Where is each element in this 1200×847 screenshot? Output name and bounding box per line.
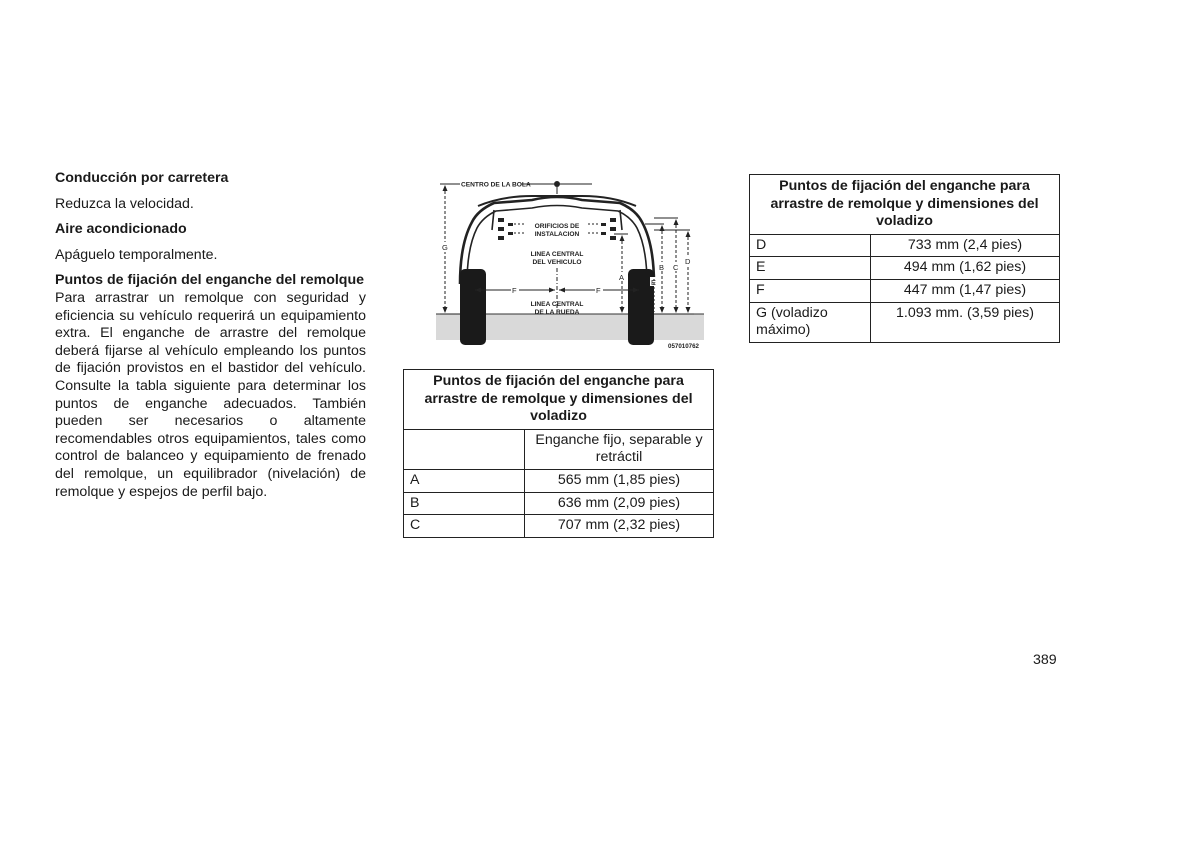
table2-row-value: 494 mm (1,62 pies) bbox=[871, 257, 1060, 280]
label-holes-line1: ORIFICIOS DE bbox=[534, 223, 580, 230]
figure-code: 057010762 bbox=[668, 343, 699, 350]
table-row bbox=[750, 234, 1060, 257]
text-air-conditioning: Apáguelo temporalmente. bbox=[55, 246, 218, 263]
table1-row-label: C bbox=[404, 515, 525, 538]
table1-row-value: 565 mm (1,85 pies) bbox=[525, 469, 714, 492]
right-mount-holes bbox=[588, 218, 616, 240]
table-row bbox=[404, 492, 714, 515]
label-dimension-d: D bbox=[685, 257, 691, 266]
label-dimension-b: B bbox=[659, 263, 665, 272]
table2-row-label: G (voladizo máximo) bbox=[750, 302, 871, 342]
label-dimension-e: E bbox=[651, 278, 657, 287]
text-road-driving: Reduzca la velocidad. bbox=[55, 195, 194, 212]
table1-row-label: A bbox=[404, 469, 525, 492]
table2-row-value: 1.093 mm. (3,59 pies) bbox=[871, 302, 1060, 342]
label-holes-line2: INSTALACION bbox=[534, 231, 580, 238]
label-dimension-f-left: F bbox=[512, 286, 517, 295]
vehicle-rear-diagram bbox=[432, 172, 714, 354]
table1-row-label: B bbox=[404, 492, 525, 515]
label-dimension-g: G bbox=[442, 243, 448, 252]
table-row bbox=[750, 302, 1060, 342]
label-wheel-line1: LINEA CENTRAL bbox=[530, 301, 584, 308]
table2-row-label: F bbox=[750, 279, 871, 302]
heading-air-conditioning: Aire acondicionado bbox=[55, 221, 187, 238]
table2-row-value: 733 mm (2,4 pies) bbox=[871, 234, 1060, 257]
table-row bbox=[404, 515, 714, 538]
left-column bbox=[55, 170, 366, 501]
heading-road-driving: Conducción por carretera bbox=[55, 170, 229, 186]
table2-row-value: 447 mm (1,47 pies) bbox=[871, 279, 1060, 302]
hitch-table-abc bbox=[403, 369, 714, 538]
hitch-table-defg bbox=[749, 174, 1060, 343]
page-number: 389 bbox=[1033, 652, 1057, 668]
heading-hitch-points: Puntos de fijación del enganche del remolque bbox=[55, 272, 365, 289]
table2-title: Puntos de fijación del enganche para arrastre de remolque y dimensiones del voladizo bbox=[750, 175, 1060, 235]
table-row bbox=[750, 257, 1060, 280]
label-dimension-a: A bbox=[619, 273, 625, 282]
ball-center-dot bbox=[554, 181, 560, 187]
table2-row-label: E bbox=[750, 257, 871, 280]
label-ball-center: CENTRO DE LA BOLA bbox=[461, 181, 531, 189]
table2-row-label: D bbox=[750, 234, 871, 257]
table1-title: Puntos de fijación del enganche para arrastre de remolque y dimensiones del voladizo bbox=[404, 370, 714, 430]
text-hitch-points: Para arrastrar un remolque con seguridad y eficiencia su vehículo requerirá un equipamiento extra. El enganche de arrastre del remolque deberá fijarse al vehículo empleando los puntos de fijación provistos en el bastidor del vehículo. Consulte la tabla siguiente para determinar los puntos de enganche adecuados. También pueden ser necesarios o altamente recomendables otros equipamientos, tales como control de balanceo y equipamiento de frenado del remolque, un equilibrador (nivelación) de remolque y espejos de perfil bajo. bbox=[55, 289, 366, 500]
label-center-line1: LINEA CENTRAL bbox=[530, 251, 584, 258]
table1-row-value: 636 mm (2,09 pies) bbox=[525, 492, 714, 515]
label-wheel-line2: DE LA RUEDA bbox=[534, 309, 580, 316]
left-mount-holes bbox=[498, 218, 526, 240]
table1-header-empty bbox=[404, 429, 525, 469]
vehicle-rear-drawing bbox=[432, 172, 714, 354]
table1-col-header: Enganche fijo, separable y retráctil bbox=[525, 429, 714, 469]
table1-row-value: 707 mm (2,32 pies) bbox=[525, 515, 714, 538]
label-dimension-f-right: F bbox=[596, 286, 601, 295]
label-dimension-c: C bbox=[673, 263, 679, 272]
left-wheel bbox=[460, 269, 486, 345]
label-center-line2: DEL VEHICULO bbox=[532, 259, 582, 266]
table-row bbox=[404, 469, 714, 492]
table-row bbox=[750, 279, 1060, 302]
